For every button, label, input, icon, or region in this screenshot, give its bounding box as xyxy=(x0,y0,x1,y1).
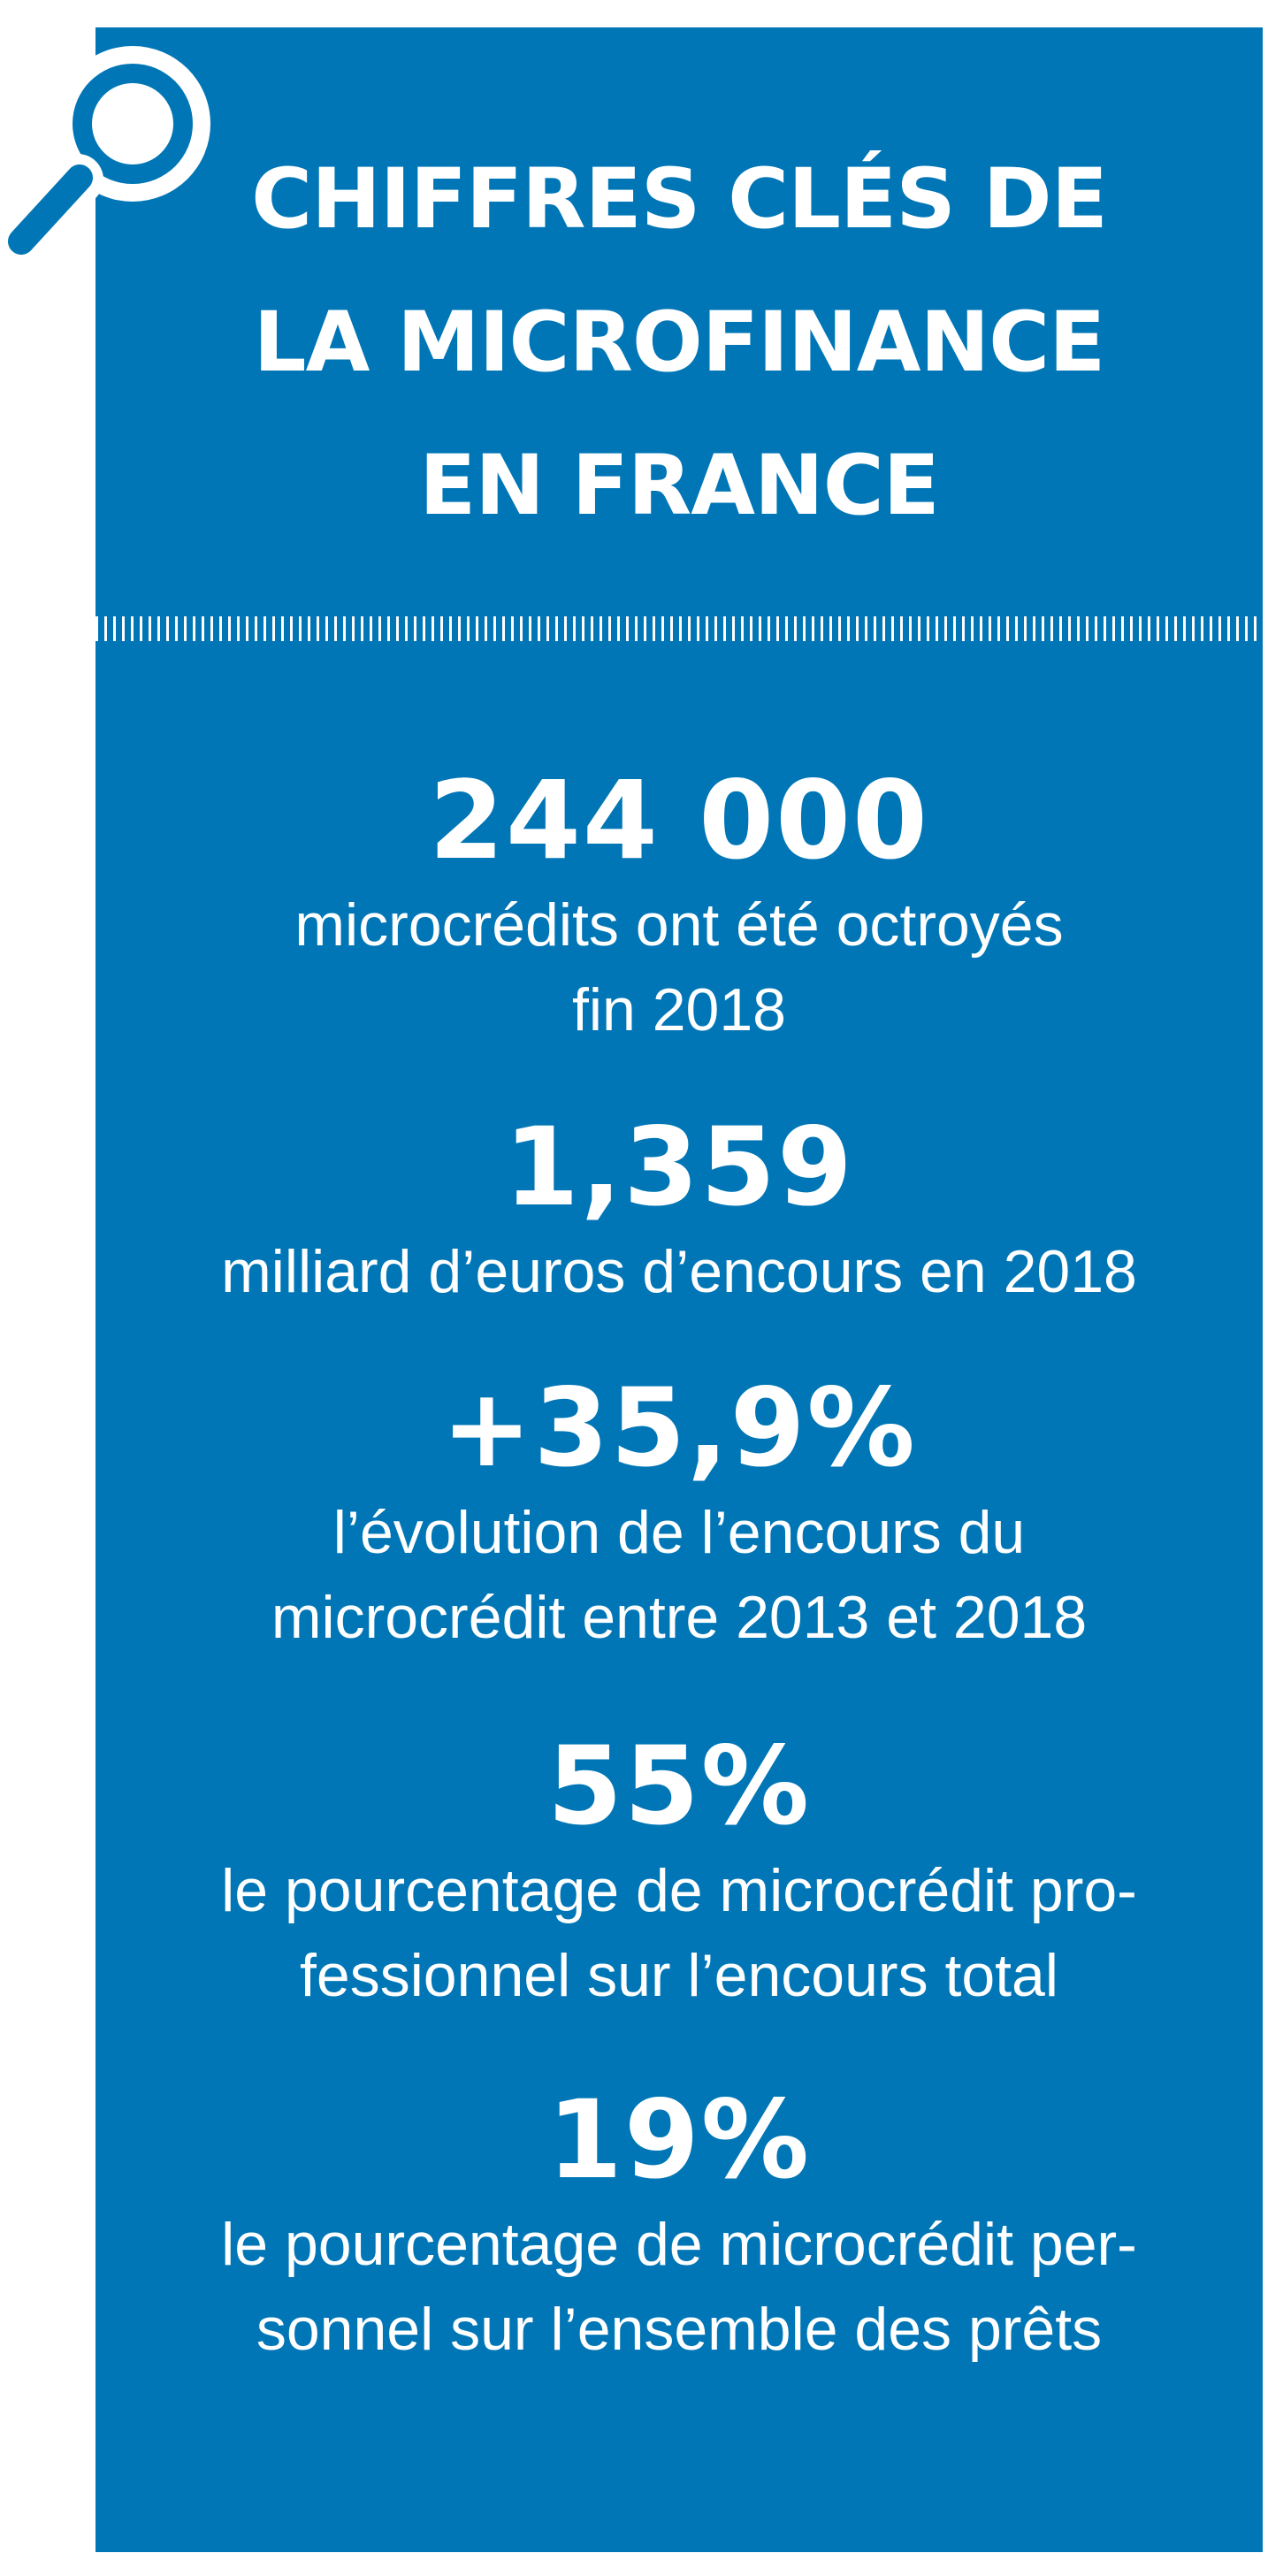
stat-description-line: l’évolution de l’encours du xyxy=(332,1499,1026,1566)
stat-value: 1,359 xyxy=(504,1105,854,1230)
stat-microcredits-count xyxy=(95,759,1263,1052)
stat-description-line: microcrédits ont été octroyés xyxy=(294,891,1064,959)
stat-value: 55% xyxy=(546,1724,811,1849)
stat-description-line: fessionnel sur l’encours total xyxy=(299,1942,1058,2009)
stat-value: 19% xyxy=(546,2077,811,2203)
title-line: LA MICROFINANCE xyxy=(253,294,1105,391)
stat-outstanding-amount xyxy=(95,1105,1263,1314)
title-line: CHIFFRES CLÉS DE xyxy=(251,151,1107,248)
stat-professional-share xyxy=(95,1724,1263,2018)
stat-value: 244 000 xyxy=(429,758,929,883)
title-line: EN FRANCE xyxy=(419,438,939,534)
stat-description-line: fin 2018 xyxy=(572,976,786,1043)
stat-description-line: le pourcentage de microcrédit per- xyxy=(221,2211,1137,2278)
stat-description-line: milliard d’euros d’encours en 2018 xyxy=(221,1238,1137,1305)
stat-description-line: microcrédit entre 2013 et 2018 xyxy=(271,1584,1088,1651)
stat-description-line: le pourcentage de microcrédit pro- xyxy=(221,1857,1137,1924)
page-title xyxy=(95,128,1263,558)
stat-personal-share xyxy=(95,2078,1263,2372)
stat-outstanding-growth xyxy=(95,1366,1263,1660)
dotted-divider xyxy=(95,616,1263,641)
stat-description-line: sonnel sur l’ensemble des prêts xyxy=(256,2296,1103,2363)
stat-value: +35,9% xyxy=(441,1365,917,1491)
